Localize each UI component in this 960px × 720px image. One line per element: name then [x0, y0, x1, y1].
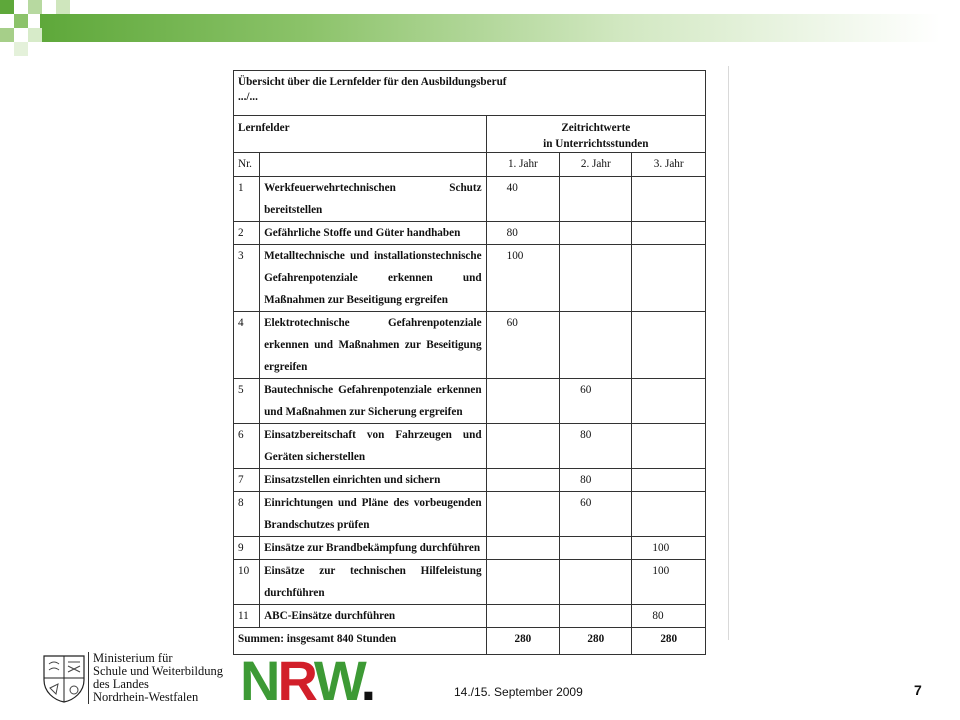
- row-year-2: 80: [560, 424, 632, 469]
- deco-square: [14, 14, 28, 28]
- zeit-line-1: Zeitrichtwerte: [561, 122, 631, 134]
- row-number: 8: [234, 492, 260, 537]
- nrw-coat-of-arms-icon: [40, 652, 88, 704]
- row-year-3: 100: [632, 537, 706, 560]
- header-year-3: 3. Jahr: [632, 153, 706, 177]
- page-number: 7: [914, 682, 922, 698]
- row-number: 6: [234, 424, 260, 469]
- title-line-1: Übersicht über die Lernfelder für den Ausbildungsberuf: [238, 76, 507, 88]
- header-year-2: 2. Jahr: [560, 153, 632, 177]
- deco-square: [28, 28, 42, 42]
- header-blank: [260, 153, 487, 177]
- row-number: 9: [234, 537, 260, 560]
- row-year-3: [632, 424, 706, 469]
- row-year-2: 80: [560, 469, 632, 492]
- table-row: [234, 177, 706, 222]
- row-number: 3: [234, 245, 260, 312]
- table-row: [234, 379, 706, 424]
- deco-square: [0, 0, 14, 14]
- header-zeitrichtwerte: [486, 116, 705, 153]
- header-year-1: 1. Jahr: [486, 153, 560, 177]
- row-year-2: [560, 222, 632, 245]
- table-body: [234, 177, 706, 628]
- row-year-1: [486, 605, 560, 628]
- svg-text:NRW.: NRW.: [240, 652, 374, 707]
- row-year-1: 80: [486, 222, 560, 245]
- row-lernfeld: Einsatzbereitschaft von Fahrzeugen und Geräten sicherstellen: [260, 424, 487, 469]
- sum-label: Summen: insgesamt 840 Stunden: [234, 628, 487, 655]
- row-year-1: 60: [486, 312, 560, 379]
- table-row: [234, 560, 706, 605]
- table-row: [234, 245, 706, 312]
- nrw-logo: [240, 652, 380, 707]
- row-lernfeld: Einsatzstellen einrichten und sichern: [260, 469, 487, 492]
- row-year-3: [632, 379, 706, 424]
- zeit-line-2: in Unterrichtsstunden: [543, 138, 649, 150]
- row-number: 5: [234, 379, 260, 424]
- row-year-1: 100: [486, 245, 560, 312]
- row-number: 2: [234, 222, 260, 245]
- header-decoration: [0, 0, 960, 60]
- row-number: 4: [234, 312, 260, 379]
- footer-divider: [88, 652, 89, 704]
- row-year-2: 60: [560, 379, 632, 424]
- row-year-1: [486, 560, 560, 605]
- row-year-1: 40: [486, 177, 560, 222]
- row-year-3: [632, 312, 706, 379]
- row-year-2: 60: [560, 492, 632, 537]
- ministry-name: Ministerium für Schule und Weiterbildung des Landes Nordrhein-Westfalen: [93, 651, 223, 704]
- row-number: 10: [234, 560, 260, 605]
- row-year-2: [560, 312, 632, 379]
- table-title: [234, 71, 706, 116]
- row-year-1: [486, 469, 560, 492]
- table-row: [234, 312, 706, 379]
- row-lernfeld: Metalltechnische und installationstechnische Gefahrenpotenziale erkennen und Maßnahmen zur Beseitigung ergreifen: [260, 245, 487, 312]
- deco-square: [28, 0, 42, 14]
- table-row: [234, 537, 706, 560]
- row-year-2: [560, 537, 632, 560]
- row-lernfeld: Einsätze zur Brandbekämpfung durchführen: [260, 537, 487, 560]
- sum-year-1: 280: [486, 628, 560, 655]
- title-line-2: .../...: [238, 91, 258, 103]
- row-lernfeld: Einrichtungen und Pläne des vorbeugenden Brandschutzes prüfen: [260, 492, 487, 537]
- row-number: 7: [234, 469, 260, 492]
- row-year-2: [560, 605, 632, 628]
- row-year-3: [632, 245, 706, 312]
- row-lernfeld: Einsätze zur technischen Hilfeleistung durchführen: [260, 560, 487, 605]
- row-number: 11: [234, 605, 260, 628]
- row-year-3: [632, 469, 706, 492]
- header-gradient-bar: [40, 14, 940, 42]
- row-number: 1: [234, 177, 260, 222]
- row-lernfeld: ABC-Einsätze durchführen: [260, 605, 487, 628]
- row-year-3: [632, 177, 706, 222]
- document-scan: [220, 66, 729, 645]
- table-row: [234, 469, 706, 492]
- row-year-1: [486, 379, 560, 424]
- header-lernfelder: Lernfelder: [234, 116, 487, 153]
- row-year-2: [560, 245, 632, 312]
- row-lernfeld: Gefährliche Stoffe und Güter handhaben: [260, 222, 487, 245]
- row-year-1: [486, 424, 560, 469]
- header-nr: Nr.: [234, 153, 260, 177]
- table-row: [234, 424, 706, 469]
- table-row: [234, 492, 706, 537]
- deco-square: [0, 28, 14, 42]
- row-year-3: 80: [632, 605, 706, 628]
- deco-square: [14, 42, 28, 56]
- lernfelder-table: [233, 70, 706, 655]
- table-sum-row: [234, 628, 706, 655]
- row-year-1: [486, 492, 560, 537]
- deco-square: [56, 0, 70, 14]
- row-lernfeld: Werkfeuerwehrtechnischen Schutz bereitstellen: [260, 177, 487, 222]
- row-year-1: [486, 537, 560, 560]
- table-row: [234, 222, 706, 245]
- row-year-3: 100: [632, 560, 706, 605]
- row-year-2: [560, 560, 632, 605]
- sum-year-2: 280: [560, 628, 632, 655]
- row-year-3: [632, 492, 706, 537]
- table-row: [234, 605, 706, 628]
- sum-year-3: 280: [632, 628, 706, 655]
- footer-date: 14./15. September 2009: [454, 685, 583, 699]
- row-lernfeld: Elektrotechnische Gefahrenpotenziale erkennen und Maßnahmen zur Beseitigung ergreifen: [260, 312, 487, 379]
- row-lernfeld: Bautechnische Gefahrenpotenziale erkennen und Maßnahmen zur Sicherung ergreifen: [260, 379, 487, 424]
- row-year-3: [632, 222, 706, 245]
- row-year-2: [560, 177, 632, 222]
